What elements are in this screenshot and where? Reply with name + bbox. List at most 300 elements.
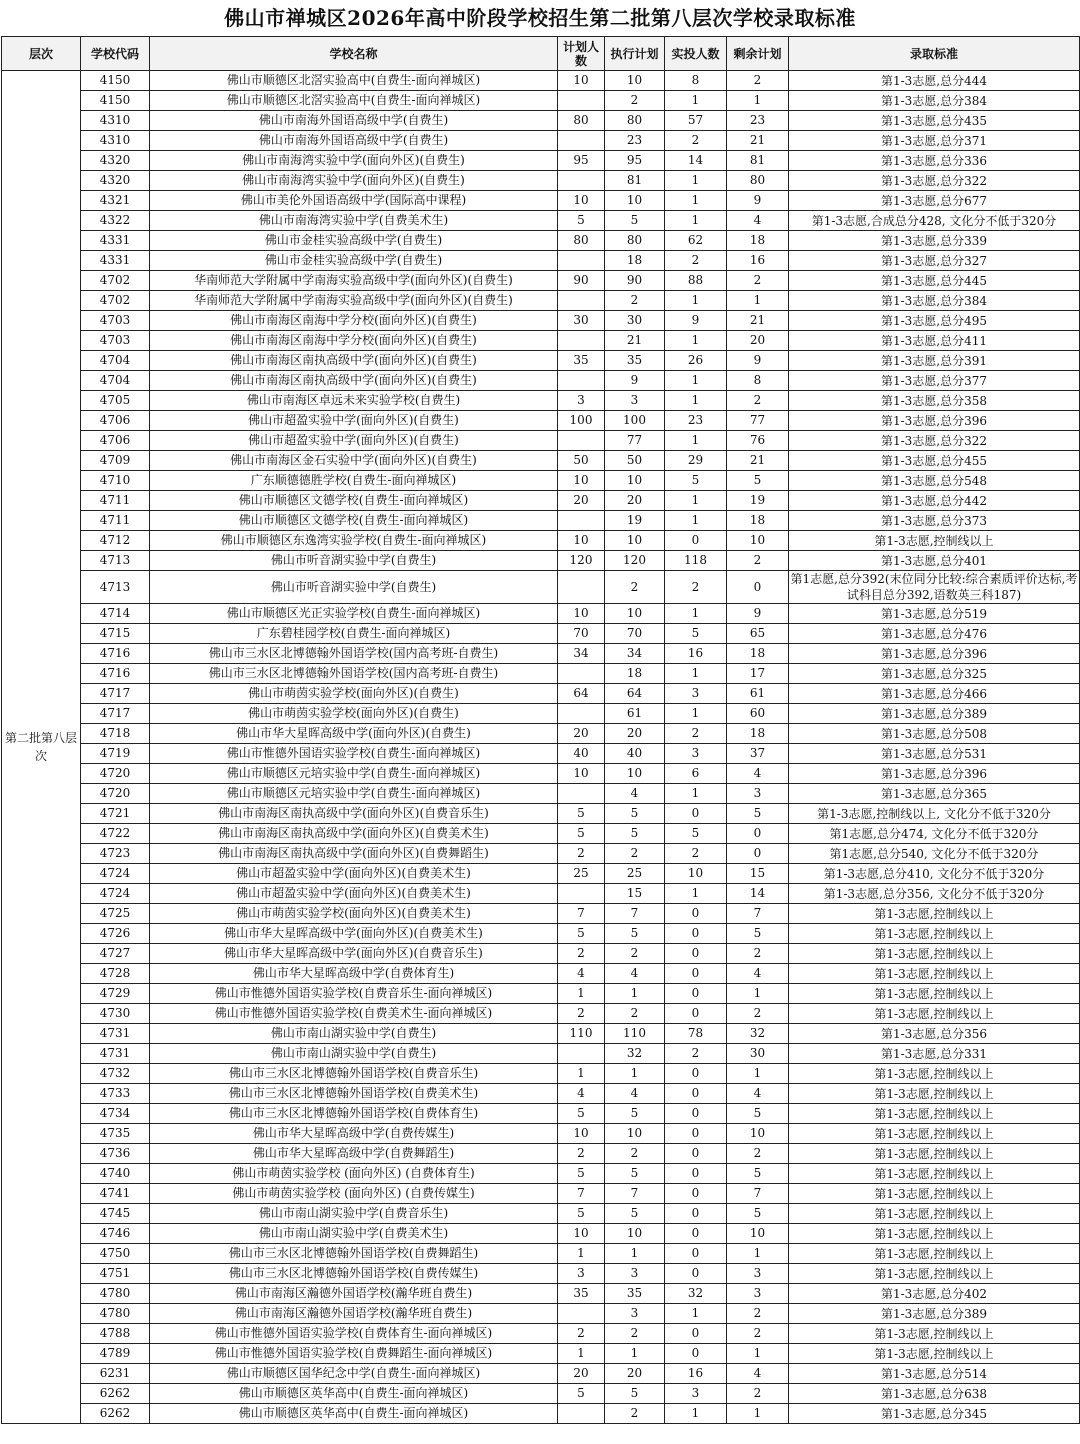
plan-count-cell: 35 xyxy=(558,1284,605,1304)
school-name-cell: 佛山市三水区北博德翰外国语学校(自费传媒生) xyxy=(150,1264,558,1284)
plan-count-cell: 5 xyxy=(558,824,605,844)
school-code-cell: 4724 xyxy=(81,864,150,884)
table-row xyxy=(2,764,1080,784)
school-code-cell: 4704 xyxy=(81,351,150,371)
admission-criteria-cell: 第1-3志愿,总分358 xyxy=(789,391,1080,411)
school-code-cell: 4746 xyxy=(81,1224,150,1244)
actual-count-cell: 2 xyxy=(665,724,727,744)
remaining-plan-cell: 23 xyxy=(727,111,789,131)
plan-count-cell: 2 xyxy=(558,944,605,964)
admission-criteria-cell: 第1-3志愿,控制线以上 xyxy=(789,1324,1080,1344)
remaining-plan-cell: 3 xyxy=(727,1284,789,1304)
plan-count-cell: 1 xyxy=(558,1344,605,1364)
actual-count-cell: 8 xyxy=(665,71,727,91)
school-name-cell: 佛山市南海区瀚德外国语学校(瀚华班自费生) xyxy=(150,1304,558,1324)
school-code-cell: 4735 xyxy=(81,1124,150,1144)
executed-plan-cell: 5 xyxy=(605,1204,665,1224)
plan-count-cell: 20 xyxy=(558,724,605,744)
executed-plan-cell: 35 xyxy=(605,351,665,371)
actual-count-cell: 0 xyxy=(665,984,727,1004)
executed-plan-cell: 2 xyxy=(605,1404,665,1424)
admission-criteria-cell: 第1-3志愿,合成总分428, 文化分不低于320分 xyxy=(789,211,1080,231)
school-name-cell: 佛山市顺德区文德学校(自费生-面向禅城区) xyxy=(150,511,558,531)
actual-count-cell: 1 xyxy=(665,604,727,624)
actual-count-cell: 0 xyxy=(665,1064,727,1084)
executed-plan-cell: 21 xyxy=(605,331,665,351)
school-name-cell: 佛山市南海区南执高级中学(面向外区)(自费生) xyxy=(150,351,558,371)
plan-count-cell: 70 xyxy=(558,624,605,644)
school-name-cell: 佛山市华大星晖高级中学(面向外区)(自费生) xyxy=(150,724,558,744)
school-code-cell: 4716 xyxy=(81,644,150,664)
table-row xyxy=(2,1164,1080,1184)
plan-count-cell xyxy=(558,511,605,531)
plan-count-cell: 20 xyxy=(558,1364,605,1384)
admission-criteria-cell: 第1-3志愿,总分455 xyxy=(789,451,1080,471)
table-row xyxy=(2,824,1080,844)
plan-count-cell: 2 xyxy=(558,1324,605,1344)
executed-plan-cell: 100 xyxy=(605,411,665,431)
school-code-cell: 4789 xyxy=(81,1344,150,1364)
executed-plan-cell: 2 xyxy=(605,571,665,604)
school-code-cell: 4715 xyxy=(81,624,150,644)
executed-plan-cell: 5 xyxy=(605,211,665,231)
remaining-plan-cell: 77 xyxy=(727,411,789,431)
remaining-plan-cell: 2 xyxy=(727,944,789,964)
school-name-cell: 佛山市顺德区东逸湾实验学校(自费生-面向禅城区) xyxy=(150,531,558,551)
school-code-cell: 4706 xyxy=(81,431,150,451)
school-name-cell: 佛山市萌茵实验学校 (面向外区) (自费传媒生) xyxy=(150,1184,558,1204)
plan-count-cell: 7 xyxy=(558,904,605,924)
plan-count-cell: 64 xyxy=(558,684,605,704)
school-code-cell: 4729 xyxy=(81,984,150,1004)
header-actual-count: 实投人数 xyxy=(665,37,727,71)
table-row xyxy=(2,804,1080,824)
executed-plan-cell: 35 xyxy=(605,1284,665,1304)
actual-count-cell: 1 xyxy=(665,664,727,684)
table-row xyxy=(2,724,1080,744)
remaining-plan-cell: 21 xyxy=(727,311,789,331)
remaining-plan-cell: 5 xyxy=(727,804,789,824)
remaining-plan-cell: 5 xyxy=(727,471,789,491)
school-code-cell: 4732 xyxy=(81,1064,150,1084)
actual-count-cell: 1 xyxy=(665,91,727,111)
remaining-plan-cell: 2 xyxy=(727,1144,789,1164)
school-code-cell: 4780 xyxy=(81,1284,150,1304)
school-code-cell: 4711 xyxy=(81,511,150,531)
admission-criteria-cell: 第1-3志愿,控制线以上 xyxy=(789,1004,1080,1024)
remaining-plan-cell: 3 xyxy=(727,784,789,804)
actual-count-cell: 32 xyxy=(665,1284,727,1304)
plan-count-cell: 80 xyxy=(558,231,605,251)
school-code-cell: 4788 xyxy=(81,1324,150,1344)
school-name-cell: 佛山市南海外国语高级中学(自费生) xyxy=(150,111,558,131)
actual-count-cell: 57 xyxy=(665,111,727,131)
plan-count-cell: 2 xyxy=(558,844,605,864)
admission-criteria-cell: 第1-3志愿,总分519 xyxy=(789,604,1080,624)
actual-count-cell: 62 xyxy=(665,231,727,251)
remaining-plan-cell: 4 xyxy=(727,1084,789,1104)
actual-count-cell: 0 xyxy=(665,1224,727,1244)
plan-count-cell: 50 xyxy=(558,451,605,471)
remaining-plan-cell: 1 xyxy=(727,291,789,311)
school-name-cell: 佛山市南山湖实验中学(自费美术生) xyxy=(150,1224,558,1244)
admission-criteria-cell: 第1-3志愿,总分396 xyxy=(789,644,1080,664)
admission-criteria-cell: 第1-3志愿,控制线以上 xyxy=(789,904,1080,924)
admission-criteria-cell: 第1-3志愿,总分322 xyxy=(789,431,1080,451)
table-row xyxy=(2,331,1080,351)
plan-count-cell: 120 xyxy=(558,551,605,571)
remaining-plan-cell: 2 xyxy=(727,1304,789,1324)
admission-criteria-cell: 第1-3志愿,总分514 xyxy=(789,1364,1080,1384)
page-title: 佛山市禅城区2026年高中阶段学校招生第二批第八层次学校录取标准 xyxy=(224,6,856,30)
table-row xyxy=(2,351,1080,371)
table-row xyxy=(2,1384,1080,1404)
school-name-cell: 佛山市三水区北博德翰外国语学校(自费舞蹈生) xyxy=(150,1244,558,1264)
school-code-cell: 4731 xyxy=(81,1024,150,1044)
table-row xyxy=(2,371,1080,391)
school-name-cell: 华南师范大学附属中学南海实验高级中学(面向外区)(自费生) xyxy=(150,291,558,311)
table-row xyxy=(2,1284,1080,1304)
plan-count-cell: 100 xyxy=(558,411,605,431)
executed-plan-cell: 3 xyxy=(605,1264,665,1284)
plan-count-cell xyxy=(558,251,605,271)
actual-count-cell: 0 xyxy=(665,1004,727,1024)
admission-criteria-cell: 第1-3志愿,总分356, 文化分不低于320分 xyxy=(789,884,1080,904)
plan-count-cell: 10 xyxy=(558,1124,605,1144)
table-header-row xyxy=(2,37,1080,71)
school-name-cell: 佛山市三水区北博德翰外国语学校(国内高考班-自费生) xyxy=(150,644,558,664)
table-row xyxy=(2,1244,1080,1264)
actual-count-cell: 1 xyxy=(665,431,727,451)
executed-plan-cell: 20 xyxy=(605,491,665,511)
actual-count-cell: 1 xyxy=(665,491,727,511)
remaining-plan-cell: 4 xyxy=(727,764,789,784)
plan-count-cell: 10 xyxy=(558,531,605,551)
remaining-plan-cell: 10 xyxy=(727,531,789,551)
actual-count-cell: 3 xyxy=(665,684,727,704)
remaining-plan-cell: 18 xyxy=(727,511,789,531)
table-row xyxy=(2,904,1080,924)
admission-criteria-cell: 第1-3志愿,总分391 xyxy=(789,351,1080,371)
plan-count-cell: 34 xyxy=(558,644,605,664)
school-name-cell: 佛山市惟德外国语实验学校(自费生-面向禅城区) xyxy=(150,744,558,764)
actual-count-cell: 6 xyxy=(665,764,727,784)
admission-criteria-cell: 第1-3志愿,总分508 xyxy=(789,724,1080,744)
table-row xyxy=(2,251,1080,271)
remaining-plan-cell: 5 xyxy=(727,924,789,944)
plan-count-cell: 35 xyxy=(558,351,605,371)
executed-plan-cell: 20 xyxy=(605,1364,665,1384)
school-name-cell: 佛山市华大星晖高级中学(面向外区)(自费美术生) xyxy=(150,924,558,944)
plan-count-cell: 5 xyxy=(558,1384,605,1404)
school-code-cell: 4322 xyxy=(81,211,150,231)
executed-plan-cell: 10 xyxy=(605,191,665,211)
executed-plan-cell: 110 xyxy=(605,1024,665,1044)
school-code-cell: 4717 xyxy=(81,684,150,704)
executed-plan-cell: 18 xyxy=(605,251,665,271)
executed-plan-cell: 2 xyxy=(605,944,665,964)
actual-count-cell: 78 xyxy=(665,1024,727,1044)
remaining-plan-cell: 5 xyxy=(727,1104,789,1124)
table-row xyxy=(2,71,1080,91)
actual-count-cell: 1 xyxy=(665,191,727,211)
actual-count-cell: 0 xyxy=(665,1204,727,1224)
executed-plan-cell: 2 xyxy=(605,91,665,111)
actual-count-cell: 2 xyxy=(665,844,727,864)
actual-count-cell: 1 xyxy=(665,1404,727,1424)
school-code-cell: 4731 xyxy=(81,1044,150,1064)
school-name-cell: 佛山市三水区北博德翰外国语学校(自费美术生) xyxy=(150,1084,558,1104)
remaining-plan-cell: 10 xyxy=(727,1224,789,1244)
school-code-cell: 4713 xyxy=(81,551,150,571)
actual-count-cell: 3 xyxy=(665,1384,727,1404)
table-row xyxy=(2,864,1080,884)
table-row xyxy=(2,1004,1080,1024)
remaining-plan-cell: 7 xyxy=(727,904,789,924)
plan-count-cell xyxy=(558,91,605,111)
plan-count-cell: 5 xyxy=(558,1164,605,1184)
table-row xyxy=(2,271,1080,291)
admission-criteria-cell: 第1-3志愿,控制线以上 xyxy=(789,1244,1080,1264)
actual-count-cell: 0 xyxy=(665,924,727,944)
admission-criteria-cell: 第1-3志愿,总分384 xyxy=(789,291,1080,311)
remaining-plan-cell: 17 xyxy=(727,664,789,684)
school-code-cell: 4702 xyxy=(81,291,150,311)
table-row xyxy=(2,1344,1080,1364)
admission-criteria-cell: 第1志愿,总分474, 文化分不低于320分 xyxy=(789,824,1080,844)
executed-plan-cell: 90 xyxy=(605,271,665,291)
executed-plan-cell: 10 xyxy=(605,71,665,91)
remaining-plan-cell: 21 xyxy=(727,131,789,151)
actual-count-cell: 1 xyxy=(665,331,727,351)
school-code-cell: 4712 xyxy=(81,531,150,551)
school-code-cell: 4709 xyxy=(81,451,150,471)
actual-count-cell: 0 xyxy=(665,1164,727,1184)
school-name-cell: 佛山市南海区金石实验中学(面向外区)(自费生) xyxy=(150,451,558,471)
executed-plan-cell: 10 xyxy=(605,531,665,551)
school-code-cell: 4750 xyxy=(81,1244,150,1264)
table-row xyxy=(2,1264,1080,1284)
school-name-cell: 佛山市萌茵实验学校 (面向外区) (自费体育生) xyxy=(150,1164,558,1184)
school-name-cell: 佛山市超盈实验中学(面向外区)(自费美术生) xyxy=(150,884,558,904)
school-code-cell: 4720 xyxy=(81,764,150,784)
remaining-plan-cell: 8 xyxy=(727,371,789,391)
plan-count-cell xyxy=(558,1404,605,1424)
table-row xyxy=(2,531,1080,551)
admission-criteria-cell: 第1-3志愿,总分322 xyxy=(789,171,1080,191)
school-name-cell: 佛山市南海区南海中学分校(面向外区)(自费生) xyxy=(150,331,558,351)
admission-criteria-cell: 第1志愿,总分392(末位同分比较:综合素质评价达标,考试科目总分392,语数英三科187) xyxy=(789,571,1080,604)
school-name-cell: 佛山市超盈实验中学(面向外区)(自费生) xyxy=(150,431,558,451)
admission-criteria-cell: 第1-3志愿,控制线以上 xyxy=(789,1104,1080,1124)
executed-plan-cell: 25 xyxy=(605,864,665,884)
actual-count-cell: 2 xyxy=(665,1044,727,1064)
header-admission-criteria: 录取标准 xyxy=(789,37,1080,71)
actual-count-cell: 1 xyxy=(665,371,727,391)
admission-criteria-cell: 第1-3志愿,总分384 xyxy=(789,91,1080,111)
school-code-cell: 4310 xyxy=(81,131,150,151)
executed-plan-cell: 1 xyxy=(605,984,665,1004)
plan-count-cell xyxy=(558,664,605,684)
school-name-cell: 佛山市南海区南执高级中学(面向外区)(自费舞蹈生) xyxy=(150,844,558,864)
admission-criteria-cell: 第1-3志愿,总分435 xyxy=(789,111,1080,131)
school-code-cell: 6231 xyxy=(81,1364,150,1384)
executed-plan-cell: 40 xyxy=(605,744,665,764)
remaining-plan-cell: 4 xyxy=(727,211,789,231)
plan-count-cell: 80 xyxy=(558,111,605,131)
actual-count-cell: 0 xyxy=(665,944,727,964)
admission-criteria-cell: 第1-3志愿,总分325 xyxy=(789,664,1080,684)
admission-criteria-cell: 第1-3志愿,控制线以上, 文化分不低于320分 xyxy=(789,804,1080,824)
admission-criteria-cell: 第1-3志愿,总分327 xyxy=(789,251,1080,271)
plan-count-cell xyxy=(558,784,605,804)
executed-plan-cell: 80 xyxy=(605,231,665,251)
actual-count-cell: 1 xyxy=(665,884,727,904)
plan-count-cell xyxy=(558,1304,605,1324)
school-name-cell: 佛山市南海区南执高级中学(面向外区)(自费生) xyxy=(150,371,558,391)
plan-count-cell xyxy=(558,371,605,391)
executed-plan-cell: 5 xyxy=(605,1384,665,1404)
plan-count-cell: 10 xyxy=(558,471,605,491)
admission-criteria-cell: 第1-3志愿,总分495 xyxy=(789,311,1080,331)
executed-plan-cell: 2 xyxy=(605,844,665,864)
executed-plan-cell: 80 xyxy=(605,111,665,131)
table-row xyxy=(2,704,1080,724)
admission-criteria-cell: 第1-3志愿,总分356 xyxy=(789,1024,1080,1044)
school-name-cell: 佛山市惟德外国语实验学校(自费音乐生-面向禅城区) xyxy=(150,984,558,1004)
executed-plan-cell: 1 xyxy=(605,1244,665,1264)
admission-criteria-cell: 第1-3志愿,总分396 xyxy=(789,411,1080,431)
school-code-cell: 4321 xyxy=(81,191,150,211)
plan-count-cell xyxy=(558,431,605,451)
actual-count-cell: 3 xyxy=(665,744,727,764)
table-row xyxy=(2,984,1080,1004)
admission-criteria-cell: 第1-3志愿,控制线以上 xyxy=(789,964,1080,984)
admission-criteria-cell: 第1-3志愿,控制线以上 xyxy=(789,944,1080,964)
executed-plan-cell: 4 xyxy=(605,784,665,804)
plan-count-cell xyxy=(558,291,605,311)
plan-count-cell: 7 xyxy=(558,1184,605,1204)
school-code-cell: 4728 xyxy=(81,964,150,984)
plan-count-cell: 5 xyxy=(558,1104,605,1124)
plan-count-cell: 1 xyxy=(558,1064,605,1084)
admission-criteria-cell: 第1-3志愿,控制线以上 xyxy=(789,984,1080,1004)
plan-count-cell: 10 xyxy=(558,764,605,784)
school-code-cell: 4718 xyxy=(81,724,150,744)
executed-plan-cell: 77 xyxy=(605,431,665,451)
actual-count-cell: 2 xyxy=(665,571,727,604)
school-name-cell: 佛山市超盈实验中学(面向外区)(自费美术生) xyxy=(150,864,558,884)
admission-criteria-cell: 第1-3志愿,控制线以上 xyxy=(789,1184,1080,1204)
table-row xyxy=(2,784,1080,804)
admission-criteria-cell: 第1志愿,总分540, 文化分不低于320分 xyxy=(789,844,1080,864)
executed-plan-cell: 10 xyxy=(605,604,665,624)
table-row xyxy=(2,411,1080,431)
executed-plan-cell: 5 xyxy=(605,824,665,844)
remaining-plan-cell: 1 xyxy=(727,984,789,1004)
school-code-cell: 6262 xyxy=(81,1384,150,1404)
table-row xyxy=(2,644,1080,664)
table-row xyxy=(2,1184,1080,1204)
actual-count-cell: 0 xyxy=(665,1324,727,1344)
school-code-cell: 4320 xyxy=(81,171,150,191)
executed-plan-cell: 61 xyxy=(605,704,665,724)
remaining-plan-cell: 76 xyxy=(727,431,789,451)
admission-criteria-cell: 第1-3志愿,控制线以上 xyxy=(789,1124,1080,1144)
school-name-cell: 佛山市顺德区北滘实验高中(自费生-面向禅城区) xyxy=(150,71,558,91)
remaining-plan-cell: 0 xyxy=(727,571,789,604)
header-executed-plan: 执行计划 xyxy=(605,37,665,71)
admission-criteria-cell: 第1-3志愿,总分445 xyxy=(789,271,1080,291)
table-row xyxy=(2,471,1080,491)
table-row xyxy=(2,604,1080,624)
admission-criteria-cell: 第1-3志愿,总分402 xyxy=(789,1284,1080,1304)
table-row xyxy=(2,684,1080,704)
executed-plan-cell: 4 xyxy=(605,964,665,984)
plan-count-cell: 10 xyxy=(558,191,605,211)
plan-count-cell: 95 xyxy=(558,151,605,171)
school-name-cell: 佛山市南海区南执高级中学(面向外区)(自费音乐生) xyxy=(150,804,558,824)
remaining-plan-cell: 1 xyxy=(727,1344,789,1364)
actual-count-cell: 23 xyxy=(665,411,727,431)
remaining-plan-cell: 32 xyxy=(727,1024,789,1044)
executed-plan-cell: 23 xyxy=(605,131,665,151)
admission-criteria-cell: 第1-3志愿,总分396 xyxy=(789,764,1080,784)
remaining-plan-cell: 9 xyxy=(727,604,789,624)
school-name-cell: 广东顺德德胜学校(自费生-面向禅城区) xyxy=(150,471,558,491)
school-name-cell: 佛山市顺德区元培实验中学(自费生-面向禅城区) xyxy=(150,784,558,804)
table-row xyxy=(2,964,1080,984)
school-code-cell: 4320 xyxy=(81,151,150,171)
admission-criteria-cell: 第1-3志愿,总分411 xyxy=(789,331,1080,351)
school-name-cell: 佛山市南山湖实验中学(自费生) xyxy=(150,1024,558,1044)
school-code-cell: 4736 xyxy=(81,1144,150,1164)
executed-plan-cell: 10 xyxy=(605,471,665,491)
table-body xyxy=(2,71,1080,1424)
executed-plan-cell: 5 xyxy=(605,1164,665,1184)
admission-criteria-cell: 第1-3志愿,总分548 xyxy=(789,471,1080,491)
actual-count-cell: 118 xyxy=(665,551,727,571)
admission-criteria-cell: 第1-3志愿,控制线以上 xyxy=(789,531,1080,551)
admission-criteria-cell: 第1-3志愿,总分444 xyxy=(789,71,1080,91)
remaining-plan-cell: 1 xyxy=(727,1404,789,1424)
school-name-cell: 佛山市顺德区英华高中(自费生-面向禅城区) xyxy=(150,1404,558,1424)
admission-criteria-cell: 第1-3志愿,控制线以上 xyxy=(789,1064,1080,1084)
table-row xyxy=(2,844,1080,864)
plan-count-cell xyxy=(558,171,605,191)
actual-count-cell: 0 xyxy=(665,1244,727,1264)
admission-criteria-cell: 第1-3志愿,总分466 xyxy=(789,684,1080,704)
admission-criteria-cell: 第1-3志愿,总分401 xyxy=(789,551,1080,571)
remaining-plan-cell: 1 xyxy=(727,1244,789,1264)
table-row xyxy=(2,1204,1080,1224)
remaining-plan-cell: 37 xyxy=(727,744,789,764)
remaining-plan-cell: 16 xyxy=(727,251,789,271)
header-level: 层次 xyxy=(2,37,81,71)
admission-criteria-cell: 第1-3志愿,控制线以上 xyxy=(789,1084,1080,1104)
school-code-cell: 4703 xyxy=(81,311,150,331)
school-name-cell: 佛山市顺德区文德学校(自费生-面向禅城区) xyxy=(150,491,558,511)
school-name-cell: 广东碧桂园学校(自费生-面向禅城区) xyxy=(150,624,558,644)
plan-count-cell: 10 xyxy=(558,71,605,91)
executed-plan-cell: 10 xyxy=(605,764,665,784)
plan-count-cell: 2 xyxy=(558,1004,605,1024)
plan-count-cell: 3 xyxy=(558,391,605,411)
remaining-plan-cell: 9 xyxy=(727,191,789,211)
executed-plan-cell: 18 xyxy=(605,664,665,684)
table-row xyxy=(2,1084,1080,1104)
school-code-cell: 6262 xyxy=(81,1404,150,1424)
